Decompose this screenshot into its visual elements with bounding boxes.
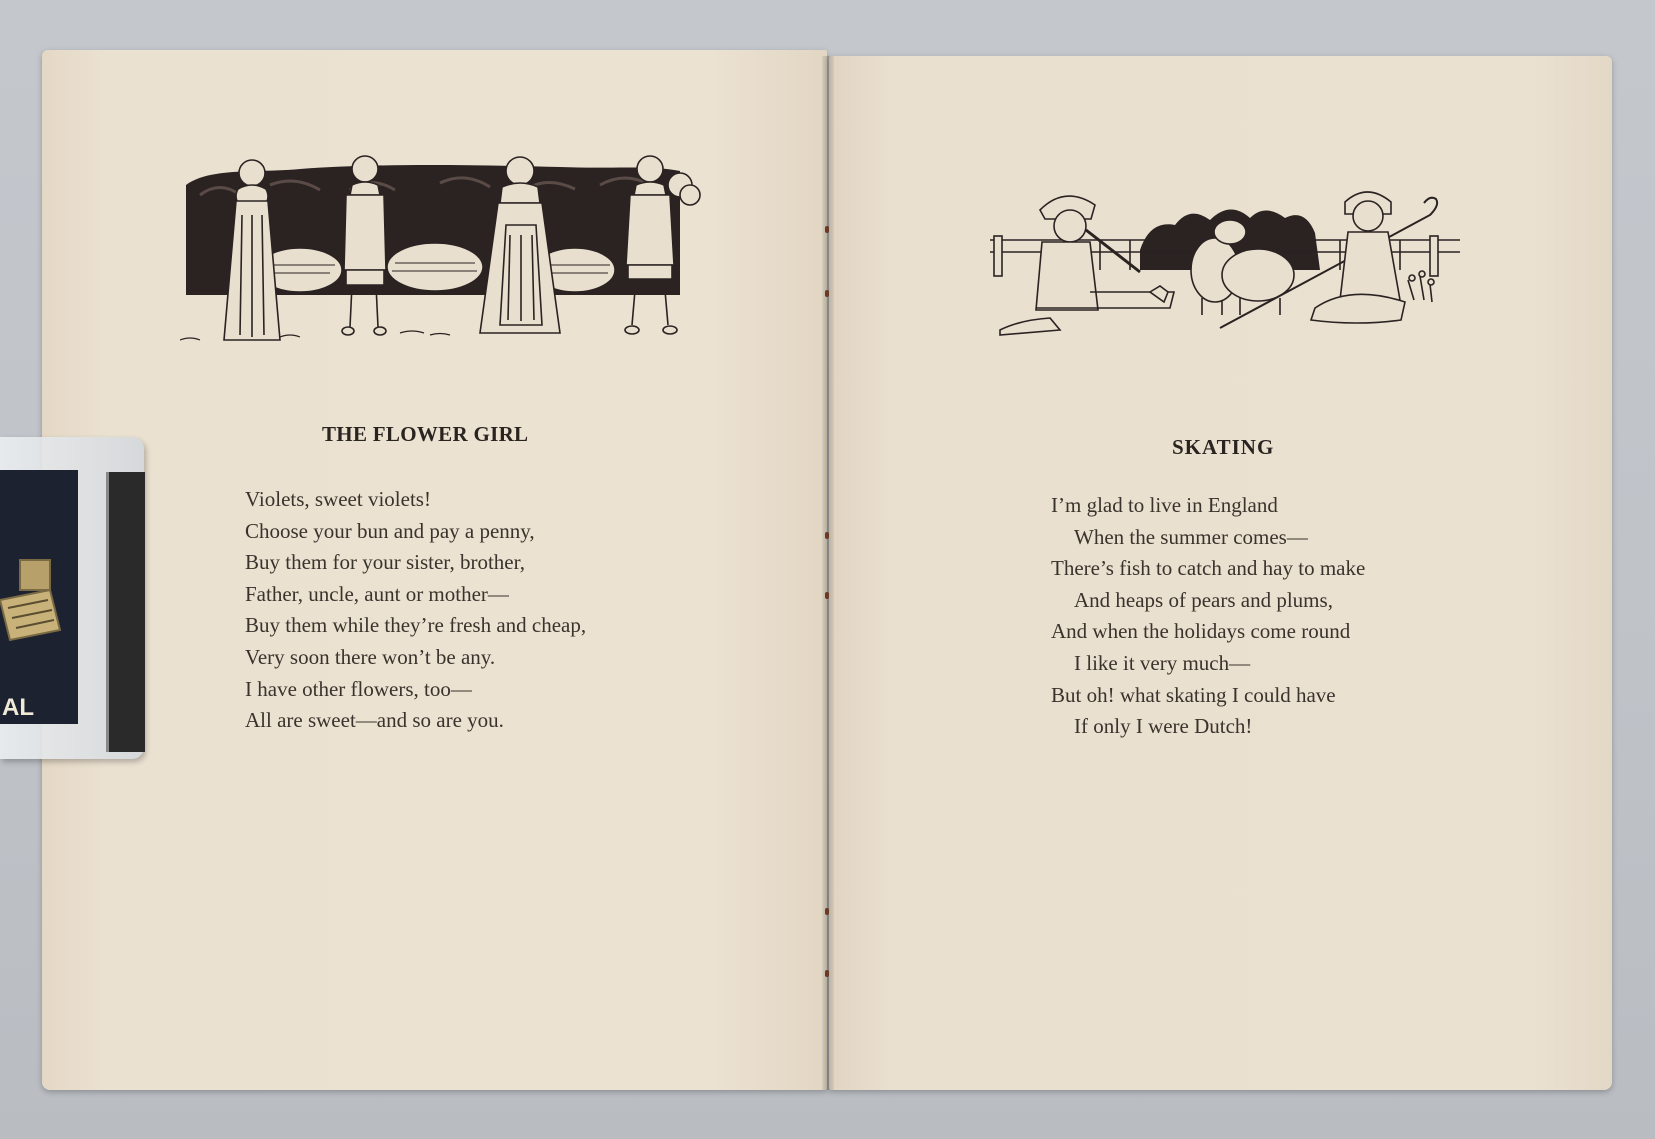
poem-line: All are sweet—and so are you. [245,708,504,733]
poem-line: Buy them while they’re fresh and cheap, [245,613,587,638]
binding-stitch [825,532,829,539]
poem-line: There’s fish to catch and hay to make [1051,556,1366,581]
poem-line: If only I were Dutch! [1074,714,1253,739]
shepherd-illustration [990,180,1470,355]
book-gutter [822,56,834,1090]
typewriter-icon [0,530,70,670]
binding-stitch [825,970,829,977]
poem-line: Choose your bun and pay a penny, [245,518,535,543]
poem-line: I like it very much— [1074,650,1251,675]
binding-stitch [825,290,829,297]
poem-line: And heaps of pears and plums, [1074,587,1333,612]
poem-line: And when the holidays come round [1051,619,1351,644]
flower-girl-illustration [180,155,710,360]
binding-stitch [825,226,829,233]
binding-stitch [825,908,829,915]
poem-line: Father, uncle, aunt or mother— [245,581,509,606]
poem-line: When the summer comes— [1074,524,1308,549]
poem-line: I have other flowers, too— [245,676,472,701]
poem-text-left [245,484,586,737]
poem-line: Very soon there won’t be any. [245,644,496,669]
block-label: AL [2,694,34,721]
poem-title-right: SKATING [1172,435,1275,459]
poem-text-right [1051,490,1365,743]
poem-title-left: THE FLOWER GIRL [322,422,529,446]
poem-line: But oh! what skating I could have [1051,682,1336,707]
binding-stitch [825,592,829,599]
poem-line: I’m glad to live in England [1051,493,1278,517]
poem-line: Buy them for your sister, brother, [245,550,526,575]
poem-line: Violets, sweet violets! [245,487,431,511]
block-edge [106,472,145,752]
